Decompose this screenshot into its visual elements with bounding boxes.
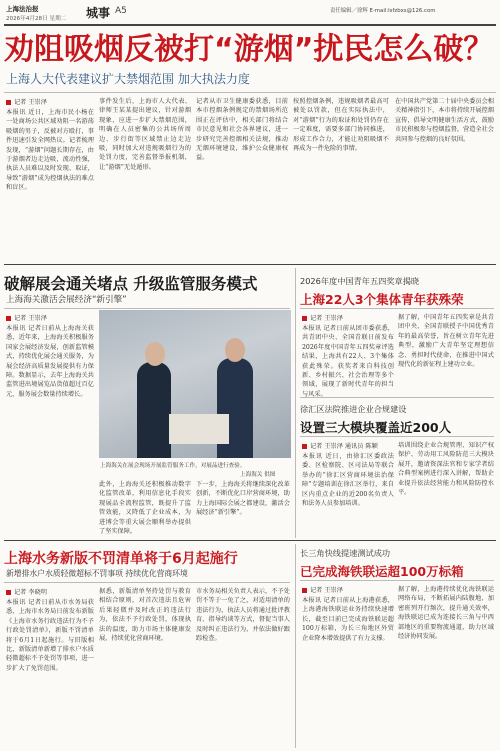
section-name: 城事 (86, 6, 111, 20)
story4-col-2: 培训围绕企业合规管理、知识产权保护、劳动用工风险防范三大模块展开，邀请资深法官和专家学者结合典型案例进行深入讲解，帮助企业提升依法经营能力和风险防控水平。 (398, 442, 494, 497)
story5-author: 记者 李晓明 (6, 587, 47, 596)
story5-col-2: 据悉，新版清单坚持处罚与教育相结合原则，对首次违法且危害后果轻微并及时改正的违法行为，依法不予行政处罚，体现执法的温度，助力市场主体健康发展，持续优化营商环境。 (99, 588, 191, 643)
lead-headline: 劝阻吸烟反被打“游烟”扰民怎么破？ (4, 32, 494, 67)
story2-subhead: 上海海关激活会展经济“新引擎” (6, 295, 127, 305)
issue-date: 2026年4月28日 星期二 (6, 16, 67, 22)
story2-photo (99, 310, 291, 458)
story2-headline: 破解展会通关堵点 升级监管服务模式 (4, 275, 258, 293)
lead-divider (4, 92, 496, 93)
story4-col-1: 本报讯 近日，由徐汇区委政法委、区检察院、区司法局等联合举办的“徐汇区营商环境法治保障”专题培训在徐汇区举行，来自区内重点企业的近200名负责人和法务人员参加培训。 (302, 453, 394, 508)
story2-col-3: 下一步，上海海关将继续深化改革创新，不断优化口岸营商环境，助力上海国际会展之都建设，激活会展经济“新引擎”。 (196, 481, 290, 517)
story3-headline: 上海22人3个集体青年获殊荣 (300, 292, 464, 307)
story2-author: 记者 王崇泽 (6, 313, 47, 322)
story4-author: 记者 王崇泽 通讯员 陈颖 (302, 441, 378, 450)
story3-divider (300, 308, 494, 309)
column-divider (295, 268, 296, 538)
story5-divider (4, 582, 290, 583)
story5-headline: 上海水务新版不罚清单将于6月起施行 (4, 551, 238, 567)
story4-kicker: 徐汇区法院推进企业合规建设 (300, 404, 407, 414)
story2-caption: 上海海关在展会现场开展监管服务工作，对展品进行查验。 (100, 463, 246, 469)
story2-col-2: 此外，上海海关还积极推动数字化监管改革，利用信息化手段实现展品全流程监管，既提升了监管效能，又降低了企业成本，为进博会等重大展会顺利举办提供了坚实保障。 (99, 481, 191, 536)
story3-col-2: 据了解，中国青年五四奖章是共青团中央、全国青联授予中国优秀青年的最高荣誉，旨在树立青年先进典型，激励广大青年坚定理想信念、勇担时代使命，在推进中国式现代化的新征程上建功立业。 (398, 314, 494, 369)
mid-rule (4, 540, 496, 541)
page-number: A5 (115, 6, 127, 16)
paper-name: 上海法治报 (6, 5, 39, 13)
story6-kicker: 长三角快线提速测试成功 (300, 548, 391, 558)
story2-photo-credit: 上海海关 供图 (240, 472, 276, 478)
story5-col-3: 市水务局相关负责人表示，不予处罚不等于一免了之，对适用清单的违法行为，执法人员将通过批评教育、指导约谈等方式，督促当事人及时纠正违法行为，并依法做好跟踪检查。 (196, 588, 290, 643)
story6-divider (300, 580, 494, 581)
story2-col-1: 本报讯 记者日前从上海海关获悉，近年来，上海海关积极服务国家会展经济发展，创新监管模式，持续优化展会通关服务，为展会经济高质量发展提供有力保障。数据显示，去年上海海关共监管进出境展览品货值超过百亿元，服务展会数量持续增长。 (6, 325, 94, 398)
story6-col-2: 据了解，上海港持续优化海铁联运网络布局，不断拓展内陆腹地，加密班列开行频次，提升通关效率，海铁联运已成为连接长三角与中西部地区的重要物流通道，助力区域经济协同发展。 (398, 586, 494, 641)
photo-person-left (137, 362, 171, 458)
story5-subhead: 新增排水户水质轻微超标不罚事项 持续优化营商环境 (6, 569, 188, 578)
story3-bottom-rule (300, 397, 494, 398)
bottom-column-divider (295, 544, 296, 748)
lead-col-5: 在中国共产党第二十届中央委员会相关精神指引下，本市将持续开展控烟宣传，倡导文明健康生活方式，鼓励市民积极参与控烟监督，营造全社会共同参与控烟的良好氛围。 (395, 98, 494, 143)
lead-col-4: 按照控烟条例，违规吸烟者最高可被处以罚款，但在实际执法中，对“游烟”行为的取证和处罚仍存在一定难度，需要多部门协同推进，形成工作合力，才能让劝阻吸烟不再成为一件危险的事情。 (293, 98, 389, 153)
lead-col-3: 记者从市卫生健康委获悉，目前本市控烟条例规定的禁烟场所范围正在评估中，相关部门将结合市民意见和社会各界建议，进一步研究完善控烟相关法规，推动无烟环境建设，维护公众健康权益。 (196, 98, 288, 162)
lead-author: 记者 王崇泽 (6, 97, 47, 106)
lead-col-2: 事件发生后，上海市人大代表、律师王某某提出建议，针对游烟现象，应进一步扩大禁烟范围，明确在人员密集的公共场所周边、步行街等区域禁止边走边吸，同时加大对违规吸烟行为的处罚力度，完善监督举报机制，让“游烟”无处遁形。 (99, 98, 191, 171)
photo-head-left (145, 342, 165, 366)
story3-kicker: 2026年度中国青年五四奖章揭晓 (300, 276, 420, 286)
editor-line: 责任编辑／徐辉 E-mail:lsfzbxs@126.com (330, 8, 436, 14)
photo-head-right (225, 338, 245, 362)
story5-col-1: 本报讯 记者日前从市水务局获悉，上海市水务局日前发布新版《上海市水务行政违法行为不予行政处罚清单》，新版不罚清单将于6月1日起施行。与旧版相比，新版清单新增了排水户水质轻微超标不予处罚等事项，进一步扩大了免罚范围。 (6, 599, 94, 672)
story4-headline: 设置三大模块覆盖近200人 (300, 420, 452, 435)
story3-author: 记者 王崇泽 (302, 313, 343, 322)
story2-divider (4, 308, 290, 309)
lead-col-1: 本报讯 近日，上海市民小杨在一处商场公共区域劝阻一名游荡吸烟的男子，反被对方殴打，事件迅速引发全网热议。记者梳理发现，“游烟”问题长期存在，由于游烟者边走边吸，流动性强，执法人员难以及时发现、取证，导致“游烟”成为控烟执法的难点和盲区。 (6, 109, 94, 192)
story6-col-1: 本报讯 记者日前从上海港获悉，上海港海铁联运业务持续快速增长，截至目前已完成海铁联运超100万标箱，为长三角地区外贸企业降本增效提供了有力支撑。 (302, 597, 394, 642)
story3-col-1: 本报讯 记者日前从团市委获悉，共青团中央、全国青联日前发布2026年度中国青年五四奖章评选结果，上海共有22人、3个集体获此殊荣。获奖者来自科技创新、乡村振兴、社会治理等多个领域，展现了新时代青年的担当与风采。 (302, 325, 394, 398)
story4-divider (300, 436, 494, 437)
story6-headline: 已完成海铁联运超100万标箱 (300, 564, 464, 579)
story6-author: 记者 王崇泽 (302, 585, 343, 594)
photo-table (169, 414, 229, 444)
lead-bottom-rule (4, 264, 496, 265)
lead-subhead: 上海人大代表建议扩大禁烟范围 加大执法力度 (6, 72, 250, 86)
header-rule (4, 24, 496, 26)
